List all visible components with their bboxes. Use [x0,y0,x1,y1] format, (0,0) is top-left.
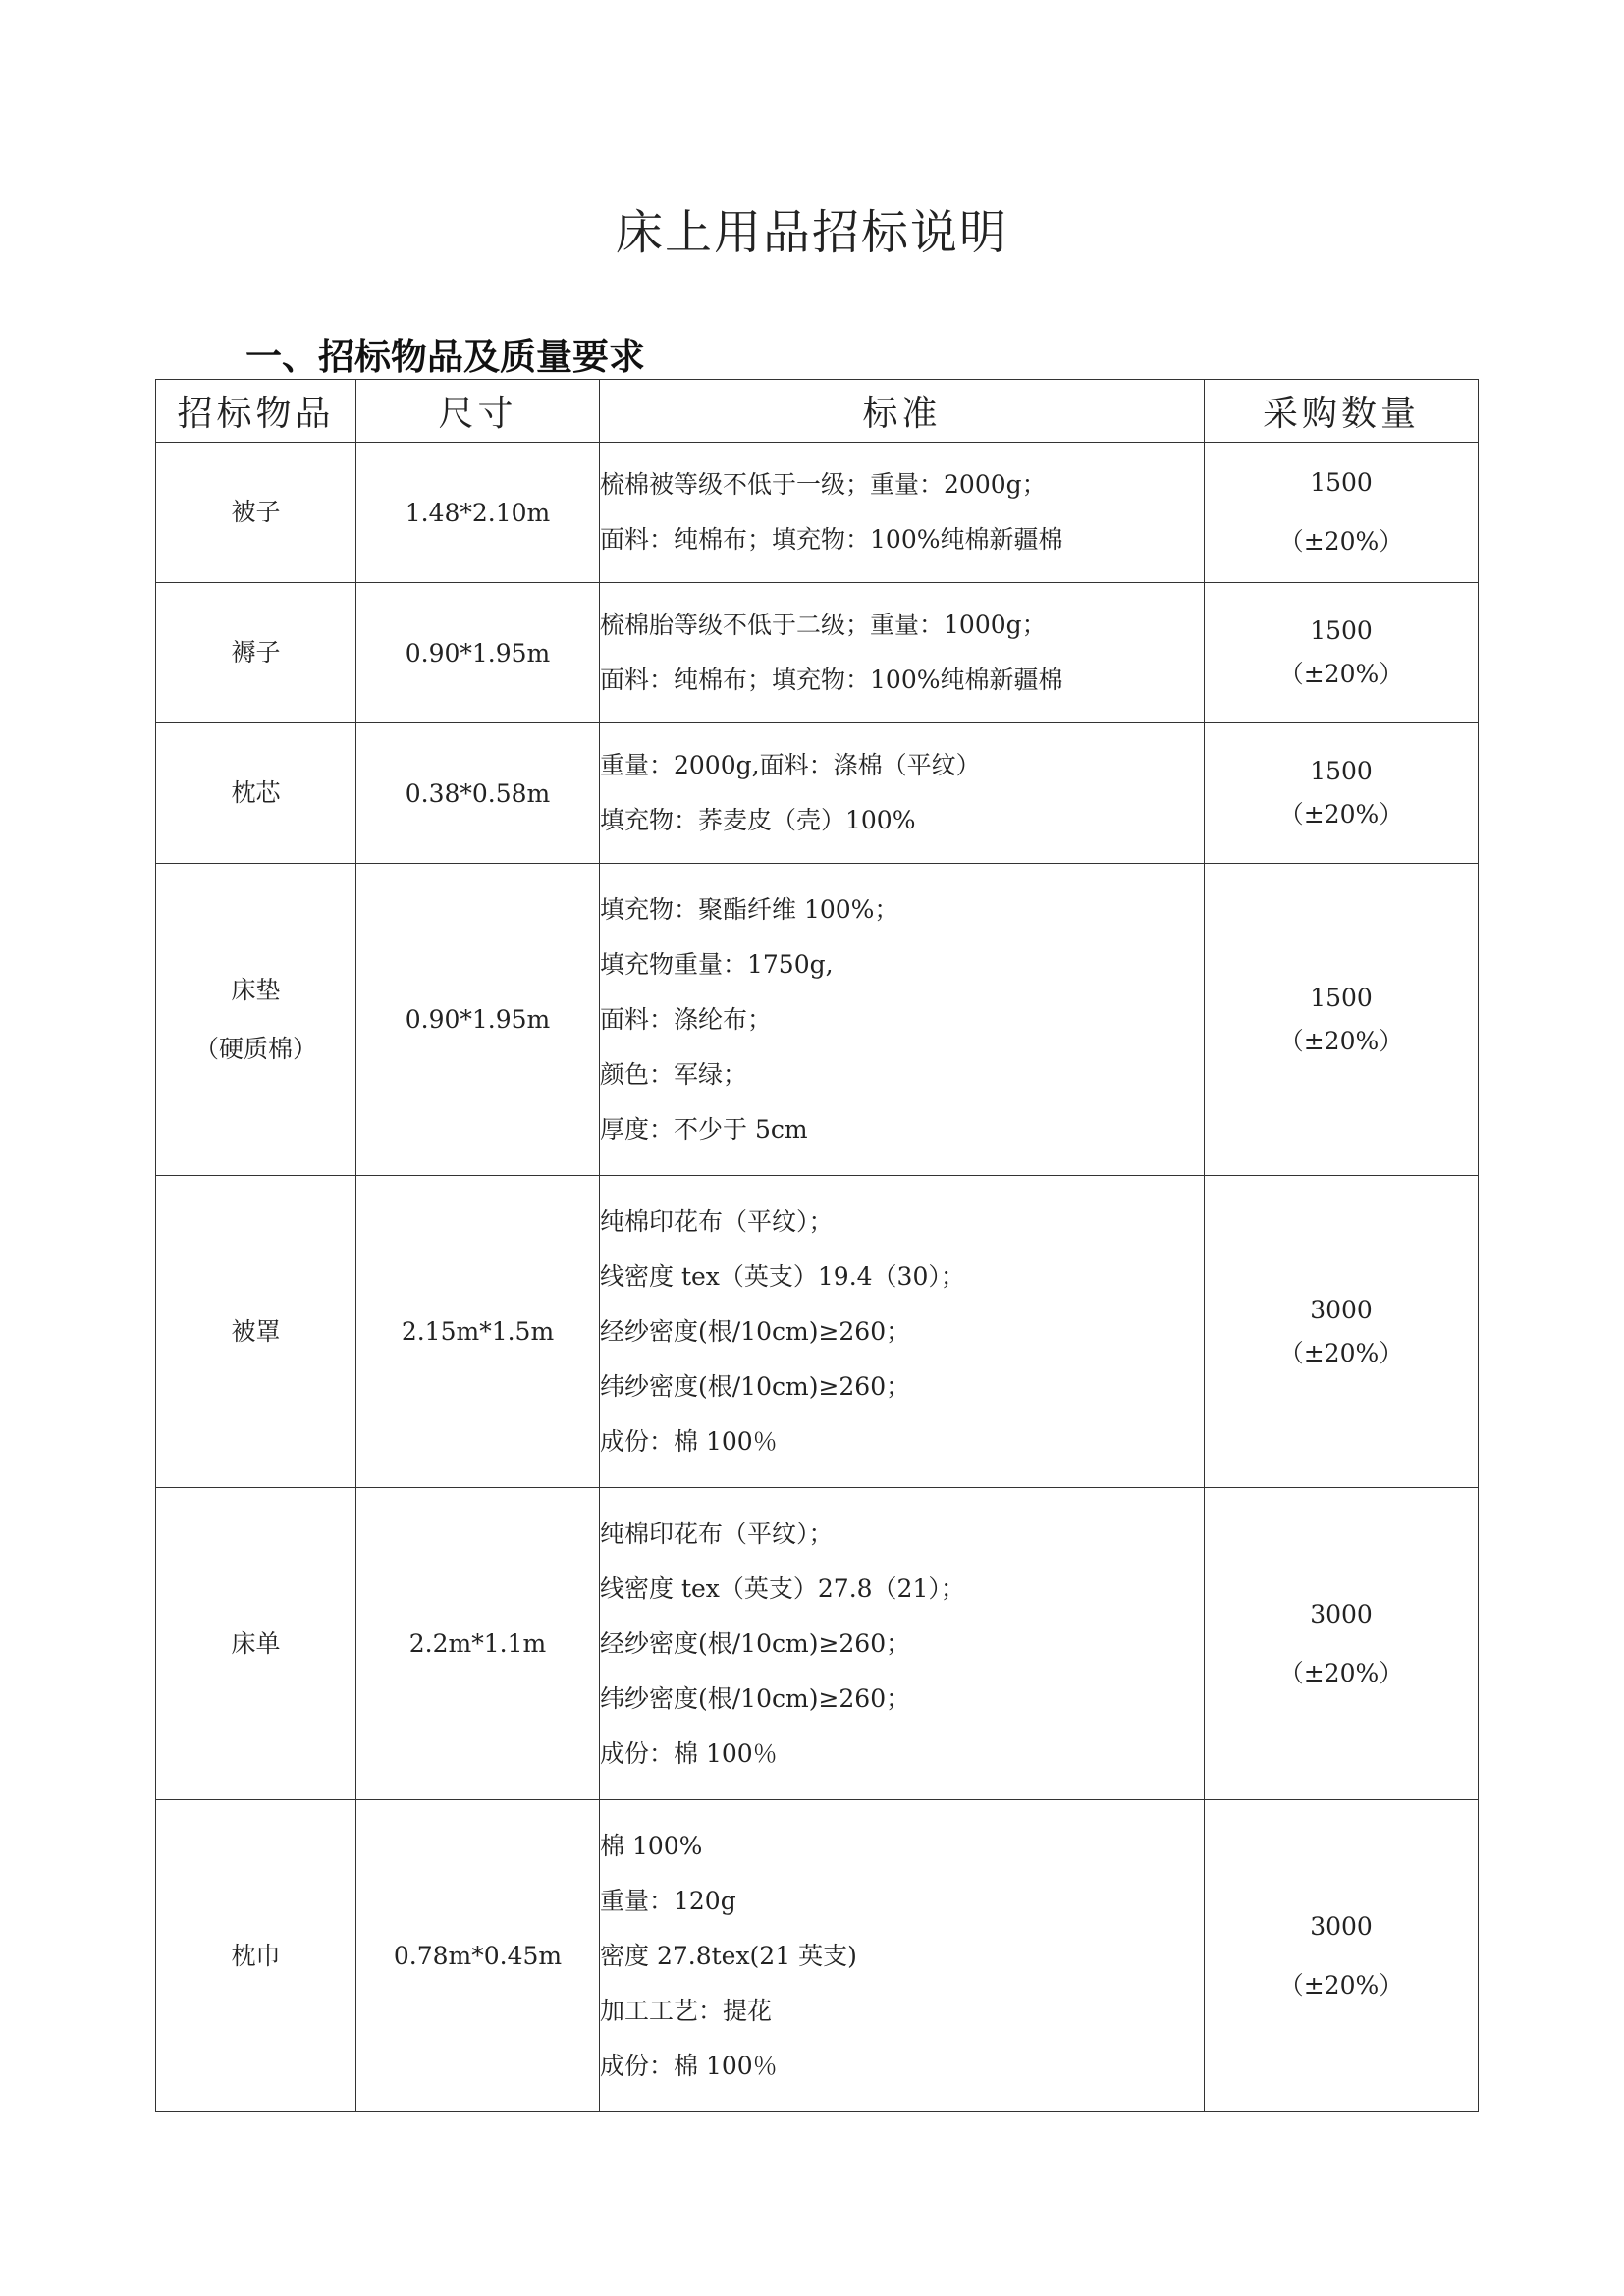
standard-line: 填充物：荞麦皮（壳）100% [600,806,916,834]
standard-line: 重量：2000g,面料：涤棉（平纹） [600,751,981,779]
item-name: 枕芯 [231,778,281,807]
item-name: 床单 [231,1629,281,1658]
item-cell [156,583,356,723]
quantity-tolerance: （±20%） [1278,1338,1404,1367]
standard-line: 纯棉印花布（平纹）； [600,1206,834,1236]
quantity-cell [1205,723,1479,864]
quantity-cell [1205,1176,1479,1488]
standard-cell [600,1488,1205,1800]
standard-line: 线密度 tex（英支）27.8（21）； [600,1574,965,1603]
standard-line: 成份：棉 100％ [600,1426,778,1456]
quantity-tolerance: （±20%） [1278,527,1404,556]
item-name: 被子 [231,498,281,526]
standard-cell [600,1800,1205,2112]
standard-line: 梳棉胎等级不低于二级；重量：1000g； [600,611,1047,639]
quantity-value: 1500 [1310,468,1373,497]
table-row [156,864,1479,1176]
quantity-value: 1500 [1310,616,1373,645]
item-name: 枕巾 [231,1941,281,1970]
quantity-tolerance: （±20%） [1278,1026,1404,1055]
item-note: （硬质棉） [193,1034,317,1063]
size-cell: 2.2m*1.1m [356,1488,600,1800]
standard-line: 厚度：不少于 5cm [600,1114,808,1144]
quantity-tolerance: （±20%） [1278,800,1404,828]
standard-line: 面料：纯棉布；填充物：100%纯棉新疆棉 [600,525,1063,554]
standard-line: 密度 27.8tex(21 英支) [600,1941,857,1970]
header-quantity: 采购数量 [1205,380,1479,443]
standard-cell [600,723,1205,864]
quantity-tolerance: （±20%） [1278,1970,1404,2000]
quantity-cell [1205,583,1479,723]
item-cell [156,1488,356,1800]
item-cell [156,1176,356,1488]
item-cell [156,723,356,864]
standard-line: 纯棉印花布（平纹）； [600,1519,834,1548]
standard-line: 填充物重量：1750g, [600,949,834,979]
standard-line: 纬纱密度(根/10cm)≥260； [600,1683,911,1713]
standard-cell [600,864,1205,1176]
size-cell: 0.38*0.58m [356,723,600,864]
standard-line: 面料：涤纶布； [600,1004,773,1034]
standard-line: 线密度 tex（英支）19.4（30）； [600,1261,965,1291]
header-standard: 标准 [600,380,1205,443]
table-row [156,1800,1479,2112]
size-cell: 0.78m*0.45m [356,1800,600,2112]
header-size: 尺寸 [356,380,600,443]
table-row [156,1176,1479,1488]
standard-line: 经纱密度(根/10cm)≥260； [600,1629,911,1658]
size-cell: 0.90*1.95m [356,583,600,723]
size-cell: 1.48*2.10m [356,443,600,583]
standard-line: 棉 100% [600,1831,703,1860]
standard-line: 经纱密度(根/10cm)≥260； [600,1316,911,1346]
table-row [156,723,1479,864]
item-cell [156,443,356,583]
size-cell: 2.15m*1.5m [356,1176,600,1488]
item-cell [156,864,356,1176]
item-name: 被罩 [231,1316,281,1346]
quantity-tolerance: （±20%） [1278,660,1404,688]
standard-line: 成份：棉 100％ [600,2051,778,2080]
quantity-cell [1205,443,1479,583]
quantity-cell [1205,864,1479,1176]
section-heading: 一、招标物品及质量要求 [245,336,645,378]
quantity-value: 1500 [1310,757,1373,785]
quantity-tolerance: （±20%） [1278,1658,1404,1687]
header-item: 招标物品 [156,380,356,443]
table-row [156,1488,1479,1800]
quantity-value: 3000 [1310,1295,1373,1324]
standard-line: 面料：纯棉布；填充物：100%纯棉新疆棉 [600,666,1063,694]
standard-line: 填充物：聚酯纤维 100%； [600,894,899,924]
standard-line: 梳棉被等级不低于一级；重量：2000g； [600,470,1047,499]
table-row [156,583,1479,723]
standard-line: 纬纱密度(根/10cm)≥260； [600,1371,911,1401]
item-name: 褥子 [231,638,281,667]
quantity-cell [1205,1800,1479,2112]
table-row [156,443,1479,583]
item-cell [156,1800,356,2112]
quantity-value: 3000 [1310,1911,1373,1941]
quantity-value: 1500 [1310,983,1373,1012]
standard-line: 重量：120g [600,1886,736,1915]
bid-items-table [155,379,1479,2112]
standard-cell [600,443,1205,583]
standard-line: 加工工艺：提花 [600,1996,773,2025]
item-name: 床垫 [231,975,281,1004]
standard-cell [600,583,1205,723]
quantity-cell [1205,1488,1479,1800]
size-cell: 0.90*1.95m [356,864,600,1176]
quantity-value: 3000 [1310,1599,1373,1629]
standard-cell [600,1176,1205,1488]
table-header-row [156,380,1479,443]
document-title: 床上用品招标说明 [615,205,1008,260]
standard-line: 颜色：军绿； [600,1059,748,1089]
standard-line: 成份：棉 100％ [600,1738,778,1768]
